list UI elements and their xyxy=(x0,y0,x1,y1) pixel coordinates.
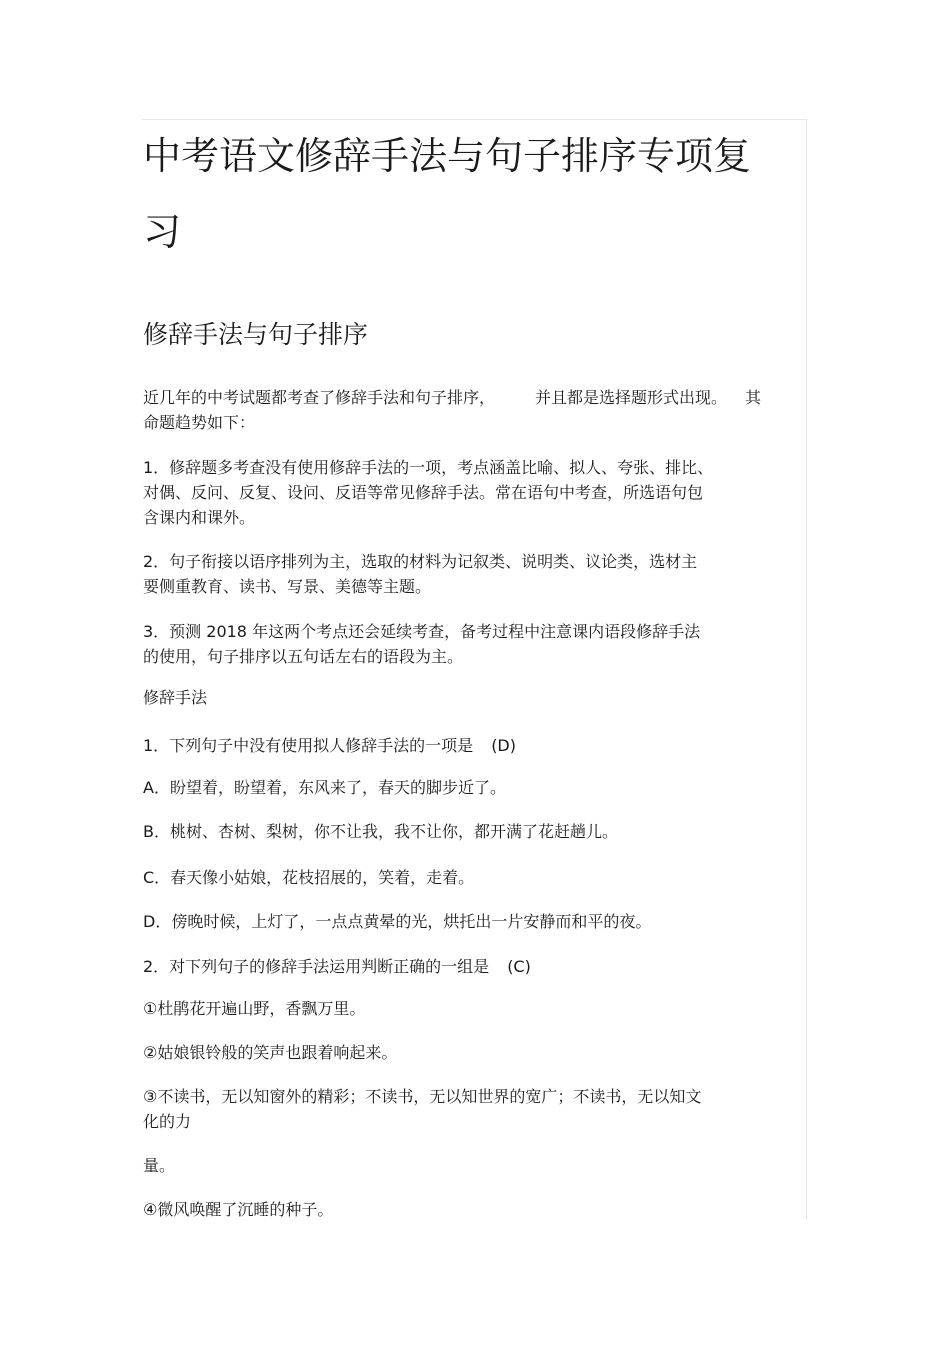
intro-text-c: 其 xyxy=(745,388,762,407)
question1-text: 1．下列句子中没有使用拟人修辞手法的一项是 xyxy=(143,736,474,755)
question1-option-b: B．桃树、杏树、梨树，你不让我，我不让你，都开满了花赶趟儿。 xyxy=(143,822,618,841)
trend1-line2: 对偶、反问、反复、设问、反语等常见修辞手法。常在语句中考查，所选语句包 xyxy=(143,483,704,502)
question1-stem xyxy=(143,734,516,758)
trend3-line2: 的使用，句子排序以五句话左右的语段为主。 xyxy=(143,647,464,666)
question1-option-a: A．盼望着，盼望着，东风来了，春天的脚步近了。 xyxy=(143,778,506,797)
section-heading: 修辞手法与句子排序 xyxy=(143,320,369,349)
question2-sentence4: ④微风唤醒了沉睡的种子。 xyxy=(143,1200,334,1219)
document-title-line1: 中考语文修辞手法与句子排序专项复 xyxy=(143,134,752,178)
trend3-line1: 3．预测 2018 年这两个考点还会延续考查，备考过程中注意课内语段修辞手法 xyxy=(143,622,701,641)
question2-stem xyxy=(143,955,531,979)
intro-line2: 命题趋势如下： xyxy=(143,413,256,432)
question2-sentence1: ①杜鹃花开遍山野，香飘万里。 xyxy=(143,999,366,1018)
question2-text: 2．对下列句子的修辞手法运用判断正确的一组是 xyxy=(143,957,490,976)
question2-sentence3-line1: ③不读书，无以知窗外的精彩；不读书，无以知世界的宽广；不读书，无以知文 xyxy=(143,1087,702,1106)
question2-answer: (C) xyxy=(507,957,531,976)
question2-sentence3-line3: 量。 xyxy=(143,1156,176,1175)
section-label: 修辞手法 xyxy=(143,688,208,707)
intro-text-b: 并且都是选择题形式出现。 xyxy=(535,388,728,407)
question1-answer: (D) xyxy=(491,736,516,755)
question1-option-c: C．春天像小姑娘，花枝招展的，笑着，走着。 xyxy=(143,868,475,887)
question2-sentence2: ②姑娘银铃般的笑声也跟着响起来。 xyxy=(143,1043,398,1062)
trend1-line3: 含课内和课外。 xyxy=(143,508,256,527)
question2-sentence3-line2: 化的力 xyxy=(143,1112,192,1131)
intro-text-a: 近几年的中考试题都考查了修辞手法和句子排序， xyxy=(143,388,496,407)
question1-option-d: D．傍晚时候，上灯了，一点点黄晕的光，烘托出一片安静而和平的夜。 xyxy=(143,912,652,931)
trend1-line1: 1．修辞题多考查没有使用修辞手法的一项，考点涵盖比喻、拟人、夸张、排比、 xyxy=(143,458,714,477)
trend2-line1: 2．句子衔接以语序排列为主，选取的材料为记叙类、说明类、议论类，选材主 xyxy=(143,552,698,571)
trend2-line2: 要侧重教育、读书、写景、美德等主题。 xyxy=(143,577,432,596)
document-title-line2: 习 xyxy=(143,210,182,254)
intro-line1 xyxy=(143,386,761,410)
